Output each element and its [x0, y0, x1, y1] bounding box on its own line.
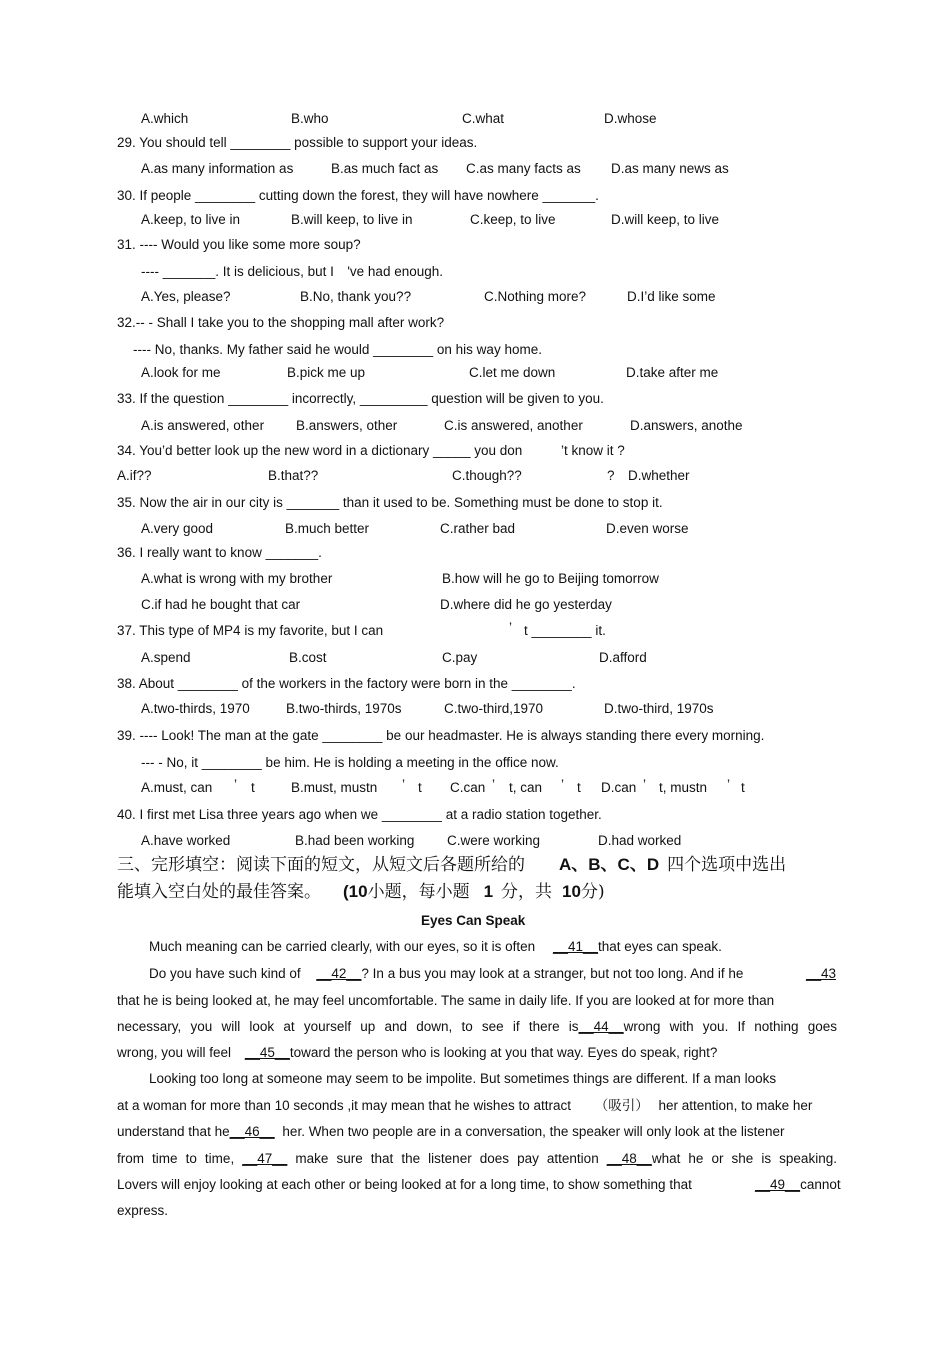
option-a: A.is answered, other — [141, 418, 265, 433]
question-32: 32.-- - Shall I take you to the shopping mall after work? — [117, 315, 445, 330]
option-b: B.who — [291, 111, 329, 126]
passage-line: wrong, you will feel __45__toward the person who is looking at you that way. Eyes do speak, right? — [117, 1045, 718, 1060]
option-d: D.as many news as — [611, 161, 729, 176]
option-c: C.is answered, another — [444, 418, 583, 433]
option-b: B.answers, other — [296, 418, 398, 433]
option-c: C.though?? — [452, 468, 522, 483]
section-heading-line2: 能填入空白处的最佳答案。 (10小题，每小题 1 分，共 10分) — [117, 882, 605, 902]
option-b: B.much better — [285, 521, 370, 536]
question-39-response: --- - No, it ________ be him. He is holding a meeting in the office now. — [141, 755, 559, 770]
question-30: 30. If people ________ cutting down the forest, they will have nowhere _______. — [117, 188, 599, 203]
option-d: D.whether — [628, 468, 690, 483]
option-c: C.two-third,1970 — [444, 701, 544, 716]
option-d: D.even worse — [606, 521, 689, 536]
question-31-response: ---- _______. It is delicious, but I 've had enough. — [141, 264, 444, 279]
question-39: 39. ---- Look! The man at the gate ________ be our headmaster. He is always standing there every morning. — [117, 728, 765, 743]
option-marker: ? — [607, 468, 615, 483]
blank-49: __49__ — [755, 1177, 801, 1192]
option-b: B.as much fact as — [331, 161, 439, 176]
option-d: D.had worked — [598, 833, 682, 848]
passage-line: Looking too long at someone may seem to be impolite. But sometimes things are different. If a man looks — [149, 1071, 777, 1086]
passage-line: that he is being looked at, he may feel uncomfortable. The same in daily life. If you are looked at for more than — [117, 993, 775, 1008]
question-38: 38. About ________ of the workers in the factory were born in the ________. — [117, 676, 576, 691]
option-b: B.two-thirds, 1970s — [286, 701, 402, 716]
option-d: D.can — [601, 780, 637, 795]
option-c: C.if had he bought that car — [141, 597, 301, 612]
option-c: C.pay — [442, 650, 478, 665]
option-a: A.keep, to live in — [141, 212, 241, 227]
question-33: 33. If the question ________ incorrectly, _________ question will be given to you. — [117, 391, 604, 406]
question-34: 34. You’d better look up the new word in a dictionary _____ you don — [117, 443, 523, 458]
question-37-end: t ________ it. — [524, 623, 606, 638]
option-c: C.what — [462, 111, 505, 126]
question-32-response: ---- No, thanks. My father said he would ________ on his way home. — [133, 342, 542, 357]
option-c: C.Nothing more? — [484, 289, 587, 304]
option-d: D.will keep, to live — [611, 212, 720, 227]
option-c-mid: t, can — [509, 780, 543, 795]
apostrophe: ’ — [402, 777, 405, 792]
option-a: A.look for me — [141, 365, 221, 380]
apostrophe: ’ — [561, 777, 564, 792]
blank-46: __46__ — [229, 1124, 275, 1139]
option-c: C.keep, to live — [470, 212, 556, 227]
passage-line-end: __49__cannot — [755, 1177, 841, 1192]
question-31: 31. ---- Would you like some more soup? — [117, 237, 361, 252]
apostrophe: ’ — [492, 777, 495, 792]
option-b: B.how will he go to Beijing tomorrow — [442, 571, 659, 586]
option-b: B.that?? — [268, 468, 319, 483]
option-d: D.where did he go yesterday — [440, 597, 612, 612]
question-37: 37. This type of MP4 is my favorite, but I can — [117, 623, 384, 638]
question-36: 36. I really want to know _______. — [117, 545, 322, 560]
question-40: 40. I first met Lisa three years ago when we ________ at a radio station together. — [117, 807, 602, 822]
passage-line: Lovers will enjoy looking at each other or being looked at for a long time, to show something that — [117, 1177, 692, 1192]
option-d: D.two-third, 1970s — [604, 701, 714, 716]
option-a-end: t — [251, 780, 255, 795]
passage-line: Much meaning can be carried clearly, with our eyes, so it is often __41__that eyes can speak. — [149, 939, 722, 954]
option-b: B.No, thank you?? — [300, 289, 412, 304]
option-d-end: t — [741, 780, 745, 795]
option-d: D.answers, anothe — [630, 418, 743, 433]
blank-41: __41__ — [552, 939, 599, 954]
blank-45: __45__ — [244, 1045, 290, 1060]
section-heading-line1: 三、完形填空：阅读下面的短文，从短文后各题所给的 A、B、C、D 四个选项中选出 — [117, 855, 787, 875]
question-29: 29. You should tell ________ possible to support your ideas. — [117, 135, 478, 150]
option-b: B.pick me up — [287, 365, 366, 380]
apostrophe: ’ — [509, 620, 512, 635]
option-b: B.must, mustn — [291, 780, 378, 795]
blank-43: __43 — [806, 966, 837, 981]
option-a: A.Yes, please? — [141, 289, 231, 304]
option-a: A.two-thirds, 1970 — [141, 701, 250, 716]
option-a: A.what is wrong with my brother — [141, 571, 333, 586]
blank-44: __44__ — [578, 1019, 624, 1034]
option-a: A.must, can — [141, 780, 213, 795]
blank-47: __47__ — [242, 1151, 288, 1166]
option-b: B.had been working — [295, 833, 415, 848]
option-c: C.let me down — [469, 365, 556, 380]
passage-line: understand that he__46__ her. When two people are in a conversation, the speaker will only look at the listener — [117, 1124, 785, 1139]
option-c: C.were working — [447, 833, 541, 848]
apostrophe: ’ — [643, 777, 646, 792]
apostrophe: ’ — [727, 777, 730, 792]
question-35: 35. Now the air in our city is _______ than it used to be. Something must be done to stop it. — [117, 495, 663, 510]
passage-line: Do you have such kind of __42__? In a bus you may look at a stranger, but not too long. And if he — [149, 966, 744, 981]
option-a: A.if?? — [117, 468, 152, 483]
option-b: B.will keep, to live in — [291, 212, 413, 227]
option-d: D.afford — [599, 650, 647, 665]
passage-line: at a woman for more than 10 seconds ,it may mean that he wishes to attract （吸引） her attention, to make her — [117, 1098, 813, 1113]
option-c: C.as many facts as — [466, 161, 581, 176]
option-d: D.whose — [604, 111, 657, 126]
option-a: A.as many information as — [141, 161, 294, 176]
option-a: A.have worked — [141, 833, 231, 848]
passage-line: necessary, you will look at yourself up and down, to see if there is__44__wrong with you. If nothing goes — [117, 1019, 837, 1034]
option-b-end: t — [418, 780, 422, 795]
option-d: D.I’d like some — [627, 289, 716, 304]
option-b: B.cost — [289, 650, 327, 665]
option-a: A.spend — [141, 650, 191, 665]
apostrophe: ’ — [234, 777, 237, 792]
question-34-end: ’t know it ? — [561, 443, 625, 458]
passage-line: from time to time, __47__ make sure that the listener does pay attention __48__what he or she is speaking. — [117, 1151, 837, 1166]
option-a: A.which — [141, 111, 189, 126]
blank-42: __42__ — [316, 966, 362, 981]
option-d-mid: t, mustn — [659, 780, 708, 795]
option-d: D.take after me — [626, 365, 719, 380]
option-a: A.very good — [141, 521, 214, 536]
option-c: C.rather bad — [440, 521, 516, 536]
blank-48: __48__ — [606, 1151, 652, 1166]
option-c-end: t — [577, 780, 581, 795]
option-c: C.can — [450, 780, 486, 795]
passage-line: express. — [117, 1203, 169, 1218]
passage-title: Eyes Can Speak — [421, 913, 526, 928]
